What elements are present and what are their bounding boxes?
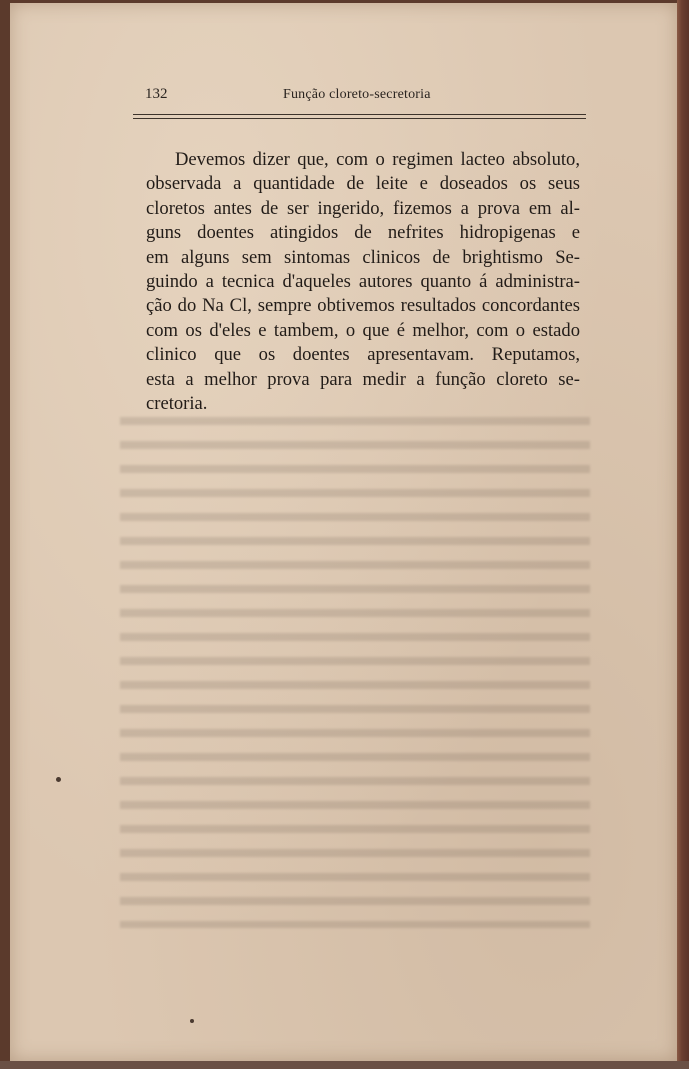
header-rule-double [133,118,586,119]
running-head: Função cloreto-secretoria [283,87,431,102]
text-line: guindo a tecnica d'aqueles autores quanto á administra- [146,271,580,293]
text-line: cloretos antes de ser ingerido, fizemos a prova em al- [146,197,580,219]
text-line: com os d'eles e tambem, o que é melhor, com o estado [146,319,580,341]
text-line: guns doentes atingidos de nefrites hidropigenas e [146,222,580,244]
text-line: Devemos dizer que, com o regimen lacteo absoluto, [175,149,580,170]
page-number: 132 [145,86,168,102]
scan-bottom-edge [0,1061,689,1069]
paper-speck [190,1019,194,1023]
book-cover-edge [677,0,689,1069]
bleed-through-text [120,408,590,928]
paper-speck [56,777,61,782]
text-line: clinico que os doentes apresentavam. Reputamos, [146,344,580,366]
text-line: observada a quantidade de leite e doseados os seus [146,173,580,195]
text-line: ção do Na Cl, sempre obtivemos resultados concordantes [146,295,580,317]
text-line: cretoria. [146,393,208,415]
header-rule [133,114,586,115]
body-paragraph [146,148,580,416]
text-line: esta a melhor prova para medir a função cloreto se- [146,368,580,390]
page-header [133,86,584,110]
text-line: em alguns sem sintomas clinicos de brightismo Se- [146,246,580,268]
